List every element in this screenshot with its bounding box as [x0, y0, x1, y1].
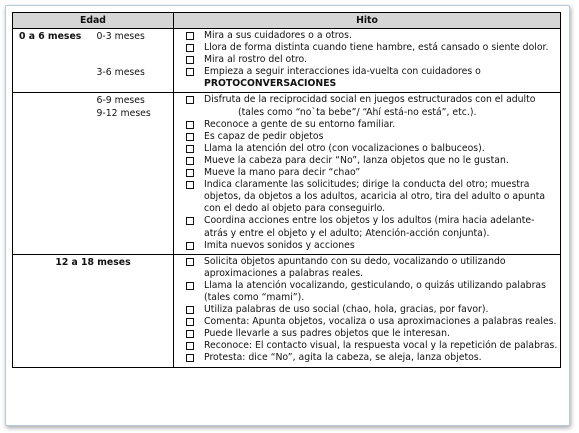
age-cell	[13, 93, 91, 254]
item-text: Coordina acciones entre los objetos y los adultos (mira hacia adelante-atrás y entre el objeto y el adulto; Atención-acción conjunta).	[204, 215, 535, 239]
item-text: Empieza a seguir interacciones ida-vuelta con cuidadores o	[204, 66, 481, 78]
list-item	[178, 167, 558, 179]
item-text: Llora de forma distinta cuando tiene hambre, está cansado o siente dolor.	[204, 42, 549, 54]
checkbox-icon	[186, 121, 194, 129]
subage-label: 3-6 meses	[96, 67, 145, 79]
checkbox-icon	[186, 242, 194, 250]
item-text: Utiliza palabras de uso social (chao, hola, gracias, por favor).	[204, 304, 489, 316]
item-text: Disfruta de la reciprocidad social en juegos estructurados con el adulto	[204, 94, 536, 106]
table-row	[13, 254, 561, 367]
age-label: 0 a 6 meses	[19, 31, 82, 42]
checkbox-icon	[186, 217, 194, 225]
item-text: Llama la atención del otro (con vocalizaciones o balbuceos).	[204, 142, 485, 154]
list-item	[178, 352, 558, 364]
checkbox-icon	[186, 169, 194, 177]
checkbox-icon	[186, 56, 194, 64]
list-item	[178, 179, 558, 215]
milestones-cell	[174, 93, 561, 254]
list-item	[178, 340, 558, 352]
item-text: Protesta: dice “No”, agita la cabeza, se aleja, lanza objetos.	[204, 352, 482, 364]
list-item	[178, 316, 558, 328]
checkbox-icon	[186, 330, 194, 338]
list-item	[178, 131, 558, 143]
checkbox-icon	[186, 181, 194, 189]
list-item	[178, 328, 558, 340]
list-item	[178, 256, 558, 280]
subage-label: 0-3 meses	[96, 31, 145, 42]
item-text: Comenta: Apunta objetos, vocaliza o usa aproximaciones a palabras reales.	[204, 316, 557, 328]
checkbox-icon	[186, 306, 194, 314]
header-edad: Edad	[13, 13, 174, 29]
subage-label: 6-9 meses	[96, 95, 145, 107]
item-text: Mira al rostro del otro.	[204, 54, 307, 66]
list-item	[178, 155, 558, 167]
milestones-cell	[174, 29, 561, 93]
header-hito: Hito	[174, 13, 561, 29]
item-text: Puede llevarle a sus padres objetos que le interesan.	[204, 328, 450, 340]
table-row	[13, 29, 561, 93]
age-cell	[13, 254, 174, 367]
item-continuation: (tales como “no`ta bebe”/ “Ahí está-no está”, etc.).	[238, 106, 477, 118]
checkbox-icon	[186, 157, 194, 165]
item-text: Es capaz de pedir objetos	[204, 130, 324, 142]
milestones-cell	[174, 254, 561, 367]
list-item	[178, 30, 558, 42]
list-item	[178, 143, 558, 155]
list-item	[178, 119, 558, 131]
checkbox-icon	[186, 318, 194, 326]
list-item	[178, 66, 558, 90]
item-emphasis: PROTOCONVERSACIONES	[204, 78, 337, 90]
list-item	[178, 304, 558, 316]
subage-cell	[91, 29, 174, 93]
subage-label: 9-12 meses	[96, 107, 151, 119]
list-item	[178, 94, 558, 118]
milestones-table	[12, 12, 561, 368]
table-row	[13, 93, 561, 254]
age-label	[13, 93, 91, 95]
item-text: Mueve la cabeza para decir “No”, lanza objetos que no le gustan.	[204, 154, 509, 166]
list-item	[178, 215, 558, 239]
checkbox-icon	[186, 282, 194, 290]
checkbox-icon	[186, 32, 194, 40]
list-item	[178, 240, 558, 252]
item-text: Mira a sus cuidadores o a otros.	[204, 30, 352, 41]
item-text: Reconoce a gente de su entorno familiar.	[204, 118, 396, 130]
list-item	[178, 54, 558, 66]
list-item	[178, 280, 558, 304]
age-cell	[13, 29, 91, 93]
item-text: Mueve la mano para decir “chao”	[204, 167, 361, 179]
list-item	[178, 42, 558, 54]
checkbox-icon	[186, 354, 194, 362]
item-text: Llama la atención vocalizando, gesticulando, o quizás utilizando palabras (tales como “mami”).	[204, 279, 546, 303]
subage-cell	[91, 93, 174, 254]
item-text: Indica claramente las solicitudes; dirige la conducta del otro; muestra objetos, da objetos a los adultos, acaricia al otro, tira del adulto o apunta con el dedo al objeto para conseguirlo.	[204, 179, 546, 215]
item-text: Reconoce: El contacto visual, la respuesta vocal y la repetición de palabras.	[204, 340, 558, 352]
checkbox-icon	[186, 96, 194, 104]
checkbox-icon	[186, 133, 194, 141]
table-header-row	[13, 13, 561, 29]
item-text: Imita nuevos sonidos y acciones	[204, 239, 355, 251]
checkbox-icon	[186, 68, 194, 76]
item-text: Solicita objetos apuntando con su dedo, vocalizando o utilizando aproximaciones a palabras reales.	[204, 255, 506, 279]
checkbox-icon	[186, 342, 194, 350]
checkbox-icon	[186, 258, 194, 266]
age-label: 12 a 18 meses	[55, 256, 131, 268]
checkbox-icon	[186, 44, 194, 52]
checkbox-icon	[186, 145, 194, 153]
